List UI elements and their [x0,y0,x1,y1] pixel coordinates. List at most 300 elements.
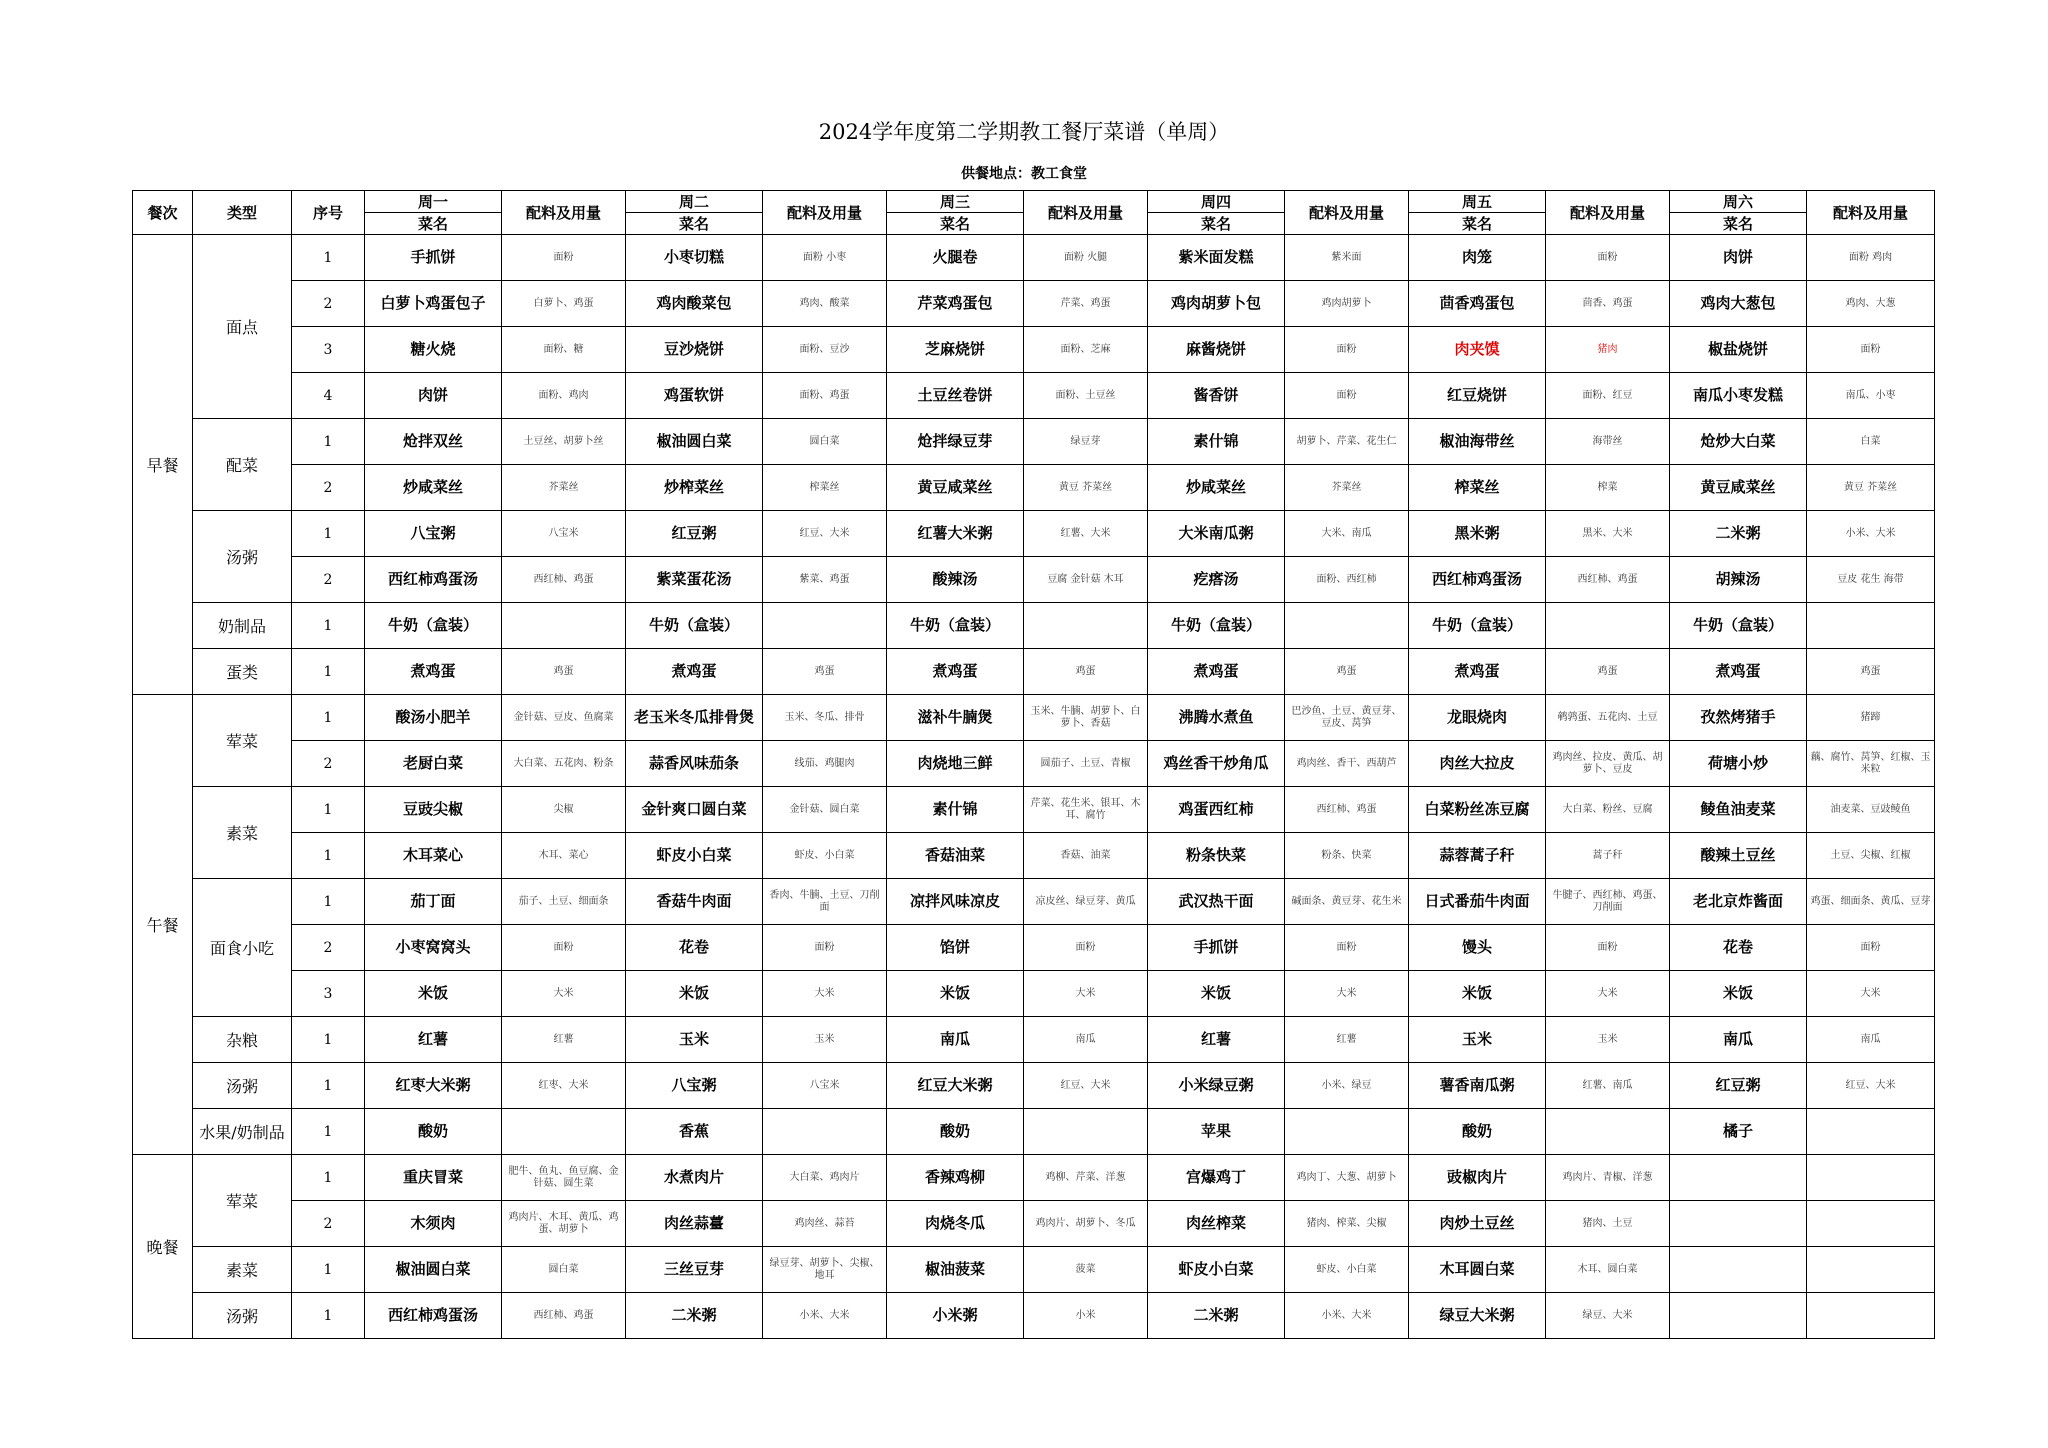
ingredient-cell: 蒿子秆 [1546,833,1670,879]
dish-cell: 肉炒土豆丝 [1409,1201,1546,1247]
dish-cell: 南瓜 [887,1017,1024,1063]
ingredient-cell: 芹菜、花生米、银耳、木耳、腐竹 [1024,787,1148,833]
type-cell: 杂粮 [193,1017,292,1063]
dish-cell: 木耳圆白菜 [1409,1247,1546,1293]
dish-cell: 孜然烤猪手 [1670,695,1807,741]
dish-cell: 八宝粥 [626,1063,763,1109]
dish-cell: 土豆丝卷饼 [887,373,1024,419]
dish-cell: 南瓜小枣发糕 [1670,373,1807,419]
seq-cell: 1 [292,1063,365,1109]
dish-cell: 鲮鱼油麦菜 [1670,787,1807,833]
table-row [133,925,1935,971]
menu-table [132,190,1935,1339]
dish-cell: 粉条快菜 [1148,833,1285,879]
ingredient-cell: 南瓜 [1807,1017,1935,1063]
table-row [133,741,1935,787]
ingredient-cell: 绿豆芽 [1024,419,1148,465]
ingredient-cell: 鸡肉胡萝卜 [1285,281,1409,327]
ingredient-cell: 黑米、大米 [1546,511,1670,557]
dish-cell: 水煮肉片 [626,1155,763,1201]
ingredient-cell: 八宝米 [763,1063,887,1109]
dish-cell: 鸡蛋软饼 [626,373,763,419]
ingredient-cell: 猪肉、土豆 [1546,1201,1670,1247]
ingredient-cell: 面粉 [1285,327,1409,373]
ingredient-cell: 面粉 [1546,925,1670,971]
dish-cell: 茴香鸡蛋包 [1409,281,1546,327]
seq-cell: 2 [292,465,365,511]
table-row [133,419,1935,465]
table-row [133,511,1935,557]
ingredient-cell: 鸡肉丝、蒜苔 [763,1201,887,1247]
seq-cell: 1 [292,649,365,695]
dish-cell: 肉饼 [1670,235,1807,281]
ingredient-cell: 肥牛、鱼丸、鱼豆腐、金针菇、圆生菜 [502,1155,626,1201]
ingredient-cell: 面粉 [763,925,887,971]
ingredient-cell: 鸡蛋 [1546,649,1670,695]
ingredient-cell: 玉米 [763,1017,887,1063]
header-dish: 菜名 [887,213,1024,235]
seq-cell: 1 [292,603,365,649]
ingredient-cell: 面粉、鸡蛋 [763,373,887,419]
ingredient-cell: 面粉 [1285,373,1409,419]
ingredient-cell: 碱面条、黄豆芽、花生米 [1285,879,1409,925]
dish-cell: 米饭 [626,971,763,1017]
dish-cell: 芝麻烧饼 [887,327,1024,373]
table-row [133,1247,1935,1293]
ingredient-cell: 香肉、牛腩、土豆、刀削面 [763,879,887,925]
header-dish: 菜名 [1670,213,1807,235]
dish-cell: 牛奶（盒装） [626,603,763,649]
ingredient-cell: 大米 [1807,971,1935,1017]
dish-cell: 牛奶（盒装） [1409,603,1546,649]
dish-cell: 金针爽口圆白菜 [626,787,763,833]
ingredient-cell: 土豆丝、胡萝卜丝 [502,419,626,465]
table-row [133,603,1935,649]
ingredient-cell: 大米 [763,971,887,1017]
dish-cell: 火腿卷 [887,235,1024,281]
table-row [133,787,1935,833]
dish-cell: 疙瘩汤 [1148,557,1285,603]
ingredient-cell: 鸡肉丁、大葱、胡萝卜 [1285,1155,1409,1201]
dish-cell: 橘子 [1670,1109,1807,1155]
dish-cell: 煮鸡蛋 [365,649,502,695]
seq-cell: 2 [292,557,365,603]
dish-cell: 玉米 [626,1017,763,1063]
dish-cell: 炒咸菜丝 [1148,465,1285,511]
table-row [133,281,1935,327]
type-cell: 面食小吃 [193,879,292,1017]
header-ingredient: 配料及用量 [502,191,626,235]
ingredient-cell: 鸡肉片、胡萝卜、冬瓜 [1024,1201,1148,1247]
dish-cell: 酸奶 [365,1109,502,1155]
page-title: 2024学年度第二学期教工餐厅菜谱（单周） [818,120,1230,144]
table-row [133,465,1935,511]
ingredient-cell: 红豆、大米 [1807,1063,1935,1109]
ingredient-cell: 小米 [1024,1293,1148,1339]
seq-cell: 2 [292,281,365,327]
ingredient-cell: 大白菜、粉丝、豆腐 [1546,787,1670,833]
dish-cell: 老厨白菜 [365,741,502,787]
type-cell: 荤菜 [193,695,292,787]
ingredient-cell: 榨菜 [1546,465,1670,511]
ingredient-cell: 大白菜、鸡肉片 [763,1155,887,1201]
ingredient-cell: 小米、大米 [1807,511,1935,557]
ingredient-cell: 西红柿、鸡蛋 [502,557,626,603]
dish-cell: 米饭 [1148,971,1285,1017]
type-cell: 汤粥 [193,511,292,603]
dish-cell: 绿豆大米粥 [1409,1293,1546,1339]
dish-cell: 沸腾水煮鱼 [1148,695,1285,741]
dish-cell: 牛奶（盒装） [1670,603,1807,649]
seq-cell: 1 [292,833,365,879]
ingredient-cell: 小米、绿豆 [1285,1063,1409,1109]
seq-cell: 1 [292,695,365,741]
dish-cell: 芹菜鸡蛋包 [887,281,1024,327]
seq-cell: 1 [292,879,365,925]
seq-cell: 1 [292,1293,365,1339]
ingredient-cell: 牛腱子、西红柿、鸡蛋、刀削面 [1546,879,1670,925]
ingredient-cell: 胡萝卜、芹菜、花生仁 [1285,419,1409,465]
dish-cell: 八宝粥 [365,511,502,557]
menu-body [133,235,1935,1339]
ingredient-cell: 凉皮丝、绿豆芽、黄瓜 [1024,879,1148,925]
dish-cell: 牛奶（盒装） [887,603,1024,649]
dish-cell: 炝炒大白菜 [1670,419,1807,465]
table-row [133,1109,1935,1155]
ingredient-cell: 南瓜 [1024,1017,1148,1063]
ingredient-cell: 红枣、大米 [502,1063,626,1109]
seq-cell: 4 [292,373,365,419]
ingredient-cell: 八宝米 [502,511,626,557]
ingredient-cell: 南瓜、小枣 [1807,373,1935,419]
dish-cell: 豉椒肉片 [1409,1155,1546,1201]
ingredient-cell: 尖椒 [502,787,626,833]
table-row [133,557,1935,603]
dish-cell: 肉烧地三鲜 [887,741,1024,787]
type-cell: 奶制品 [193,603,292,649]
dish-cell: 宫爆鸡丁 [1148,1155,1285,1201]
ingredient-cell: 绿豆、大米 [1546,1293,1670,1339]
ingredient-cell [763,1109,887,1155]
ingredient-cell: 猪肉 [1546,327,1670,373]
dish-cell: 红薯大米粥 [887,511,1024,557]
dish-cell: 重庆冒菜 [365,1155,502,1201]
dish-cell: 肉丝榨菜 [1148,1201,1285,1247]
seq-cell: 3 [292,971,365,1017]
ingredient-cell: 鸡肉片、木耳、黄瓜、鸡蛋、胡萝卜 [502,1201,626,1247]
ingredient-cell: 虾皮、小白菜 [1285,1247,1409,1293]
ingredient-cell: 红薯、南瓜 [1546,1063,1670,1109]
type-cell: 素菜 [193,787,292,879]
dish-cell: 荷塘小炒 [1670,741,1807,787]
dish-cell: 薯香南瓜粥 [1409,1063,1546,1109]
dish-cell: 牛奶（盒装） [365,603,502,649]
dish-cell: 香蕉 [626,1109,763,1155]
dish-cell: 虾皮小白菜 [626,833,763,879]
dish-cell: 苹果 [1148,1109,1285,1155]
ingredient-cell: 圆茄子、土豆、青椒 [1024,741,1148,787]
table-row [133,833,1935,879]
ingredient-cell: 红豆、大米 [763,511,887,557]
ingredient-cell: 鸡肉、大葱 [1807,281,1935,327]
dish-cell: 酸奶 [887,1109,1024,1155]
meal-cell: 午餐 [133,695,193,1155]
dish-cell: 黄豆咸菜丝 [887,465,1024,511]
ingredient-cell: 鸡蛋 [1024,649,1148,695]
dish-cell: 蒜香风味茄条 [626,741,763,787]
type-cell: 面点 [193,235,292,419]
seq-cell: 1 [292,1109,365,1155]
dish-cell: 花卷 [1670,925,1807,971]
ingredient-cell: 面粉 [1024,925,1148,971]
ingredient-cell: 圆白菜 [763,419,887,465]
type-cell: 配菜 [193,419,292,511]
dish-cell: 香辣鸡柳 [887,1155,1024,1201]
ingredient-cell [502,1109,626,1155]
dish-cell: 红豆大米粥 [887,1063,1024,1109]
ingredient-cell: 鸡柳、芹菜、洋葱 [1024,1155,1148,1201]
ingredient-cell: 玉米、牛腩、胡萝卜、白萝卜、香菇 [1024,695,1148,741]
dish-cell: 龙眼烧肉 [1409,695,1546,741]
ingredient-cell: 线茄、鸡腿肉 [763,741,887,787]
ingredient-cell: 黄豆 芥菜丝 [1024,465,1148,511]
dish-cell: 煮鸡蛋 [887,649,1024,695]
ingredient-cell: 香菇、油菜 [1024,833,1148,879]
dish-cell: 花卷 [626,925,763,971]
ingredient-cell: 豆皮 花生 海带 [1807,557,1935,603]
dish-cell: 木须肉 [365,1201,502,1247]
dish-cell: 鸡蛋西红柿 [1148,787,1285,833]
dish-cell: 大米南瓜粥 [1148,511,1285,557]
seq-cell: 1 [292,1155,365,1201]
table-row [133,1017,1935,1063]
header-day: 周二 [626,191,763,213]
ingredient-cell: 面粉、糖 [502,327,626,373]
ingredient-cell: 鸡肉丝、香干、西葫芦 [1285,741,1409,787]
ingredient-cell: 鸡肉片、青椒、洋葱 [1546,1155,1670,1201]
dish-cell: 炝拌双丝 [365,419,502,465]
ingredient-cell: 面粉 [1807,327,1935,373]
dish-cell: 小枣窝窝头 [365,925,502,971]
ingredient-cell: 大米 [1546,971,1670,1017]
dish-cell [1670,1293,1807,1339]
header-day: 周三 [887,191,1024,213]
header-ingredient: 配料及用量 [1024,191,1148,235]
ingredient-cell: 菠菜 [1024,1247,1148,1293]
ingredient-cell: 大米 [1285,971,1409,1017]
ingredient-cell: 鸡肉、酸菜 [763,281,887,327]
header-day: 周一 [365,191,502,213]
ingredient-cell: 芥菜丝 [1285,465,1409,511]
dish-cell: 鸡肉胡萝卜包 [1148,281,1285,327]
dish-cell: 酸汤小肥羊 [365,695,502,741]
dish-cell: 三丝豆芽 [626,1247,763,1293]
seq-cell: 2 [292,925,365,971]
dish-cell: 小米绿豆粥 [1148,1063,1285,1109]
dish-cell: 西红柿鸡蛋汤 [1409,557,1546,603]
ingredient-cell: 白菜 [1807,419,1935,465]
ingredient-cell: 西红柿、鸡蛋 [1285,787,1409,833]
seq-cell: 1 [292,787,365,833]
dish-cell: 玉米 [1409,1017,1546,1063]
dish-cell: 豆豉尖椒 [365,787,502,833]
header-ingredient: 配料及用量 [763,191,887,235]
ingredient-cell [502,603,626,649]
dish-cell: 肉丝蒜薹 [626,1201,763,1247]
ingredient-cell: 芹菜、鸡蛋 [1024,281,1148,327]
dish-cell: 煮鸡蛋 [626,649,763,695]
dish-cell [1670,1247,1807,1293]
dish-cell: 凉拌风味凉皮 [887,879,1024,925]
ingredient-cell: 木耳、菜心 [502,833,626,879]
dish-cell: 酸辣汤 [887,557,1024,603]
ingredient-cell: 茴香、鸡蛋 [1546,281,1670,327]
ingredient-cell: 面粉、豆沙 [763,327,887,373]
seq-cell: 2 [292,1201,365,1247]
ingredient-cell: 小米、大米 [1285,1293,1409,1339]
header-day: 周五 [1409,191,1546,213]
ingredient-cell: 玉米、冬瓜、排骨 [763,695,887,741]
dish-cell: 米饭 [365,971,502,1017]
dish-cell: 武汉热干面 [1148,879,1285,925]
dish-cell: 蒜蓉蒿子秆 [1409,833,1546,879]
ingredient-cell: 红豆、大米 [1024,1063,1148,1109]
dish-cell: 素什锦 [887,787,1024,833]
ingredient-cell [1807,1247,1935,1293]
ingredient-cell [1285,603,1409,649]
dish-cell: 红豆粥 [626,511,763,557]
table-row [133,1201,1935,1247]
dish-cell: 鸡丝香干炒角瓜 [1148,741,1285,787]
dish-cell: 南瓜 [1670,1017,1807,1063]
ingredient-cell: 鹌鹑蛋、五花肉、土豆 [1546,695,1670,741]
seq-cell: 3 [292,327,365,373]
type-cell: 素菜 [193,1247,292,1293]
dish-cell: 椒油菠菜 [887,1247,1024,1293]
ingredient-cell: 面粉 [1807,925,1935,971]
table-row [133,1293,1935,1339]
ingredient-cell: 金针菇、圆白菜 [763,787,887,833]
ingredient-cell: 油麦菜、豆豉鲮鱼 [1807,787,1935,833]
ingredient-cell: 芥菜丝 [502,465,626,511]
dish-cell: 日式番茄牛肉面 [1409,879,1546,925]
dish-cell: 老玉米冬瓜排骨煲 [626,695,763,741]
dish-cell: 榨菜丝 [1409,465,1546,511]
dish-cell: 麻酱烧饼 [1148,327,1285,373]
dish-cell: 煮鸡蛋 [1670,649,1807,695]
table-row [133,649,1935,695]
ingredient-cell: 红薯 [1285,1017,1409,1063]
ingredient-cell: 紫菜、鸡蛋 [763,557,887,603]
ingredient-cell: 面粉 鸡肉 [1807,235,1935,281]
ingredient-cell: 虾皮、小白菜 [763,833,887,879]
ingredient-cell: 面粉 火腿 [1024,235,1148,281]
dish-cell: 鸡肉大葱包 [1670,281,1807,327]
dish-cell: 炒榨菜丝 [626,465,763,511]
seq-cell: 1 [292,235,365,281]
ingredient-cell [1024,1109,1148,1155]
ingredient-cell: 面粉 [502,235,626,281]
ingredient-cell: 面粉、西红柿 [1285,557,1409,603]
ingredient-cell: 猪肉、榨菜、尖椒 [1285,1201,1409,1247]
ingredient-cell: 红薯 [502,1017,626,1063]
dish-cell: 黑米粥 [1409,511,1546,557]
ingredient-cell: 面粉 [1546,235,1670,281]
ingredient-cell [1807,1293,1935,1339]
table-row [133,373,1935,419]
table-row [133,695,1935,741]
ingredient-cell: 白萝卜、鸡蛋 [502,281,626,327]
dish-cell: 老北京炸酱面 [1670,879,1807,925]
dish-cell: 紫米面发糕 [1148,235,1285,281]
ingredient-cell: 金针菇、豆皮、鱼腐菜 [502,695,626,741]
ingredient-cell [1546,1109,1670,1155]
dish-cell: 鸡肉酸菜包 [626,281,763,327]
ingredient-cell [1285,1109,1409,1155]
dish-cell: 炝拌绿豆芽 [887,419,1024,465]
type-cell: 汤粥 [193,1293,292,1339]
dish-cell: 小枣切糕 [626,235,763,281]
dish-cell: 香菇牛肉面 [626,879,763,925]
ingredient-cell: 鸡蛋、细面条、黄瓜、豆芽 [1807,879,1935,925]
menu-header [133,191,1935,235]
type-cell: 荤菜 [193,1155,292,1247]
dish-cell: 胡辣汤 [1670,557,1807,603]
dish-cell: 煮鸡蛋 [1409,649,1546,695]
table-row [133,235,1935,281]
ingredient-cell: 大米 [1024,971,1148,1017]
dish-cell: 肉笼 [1409,235,1546,281]
ingredient-cell: 土豆、尖椒、红椒 [1807,833,1935,879]
seq-cell: 1 [292,419,365,465]
header-ingredient: 配料及用量 [1546,191,1670,235]
ingredient-cell [1807,1155,1935,1201]
table-row [133,1063,1935,1109]
ingredient-cell: 玉米 [1546,1017,1670,1063]
dish-cell: 豆沙烧饼 [626,327,763,373]
ingredient-cell: 茄子、土豆、细面条 [502,879,626,925]
dish-cell: 椒油圆白菜 [365,1247,502,1293]
dish-cell: 手抓饼 [1148,925,1285,971]
dish-cell: 木耳菜心 [365,833,502,879]
ingredient-cell: 西红柿、鸡蛋 [1546,557,1670,603]
dish-cell: 米饭 [1670,971,1807,1017]
ingredient-cell: 圆白菜 [502,1247,626,1293]
ingredient-cell: 鸡蛋 [1807,649,1935,695]
dish-cell: 米饭 [887,971,1024,1017]
dish-cell: 西红柿鸡蛋汤 [365,557,502,603]
ingredient-cell: 鸡蛋 [1285,649,1409,695]
ingredient-cell [1546,603,1670,649]
type-cell: 水果/奶制品 [193,1109,292,1155]
header-type: 类型 [193,191,292,235]
dish-cell: 滋补牛腩煲 [887,695,1024,741]
dish-cell: 酸奶 [1409,1109,1546,1155]
ingredient-cell [763,603,887,649]
dish-cell: 椒油海带丝 [1409,419,1546,465]
ingredient-cell: 红薯、大米 [1024,511,1148,557]
dish-cell: 红枣大米粥 [365,1063,502,1109]
ingredient-cell: 西红柿、鸡蛋 [502,1293,626,1339]
ingredient-cell: 豆腐 金针菇 木耳 [1024,557,1148,603]
dish-cell: 红豆烧饼 [1409,373,1546,419]
dish-cell: 牛奶（盒装） [1148,603,1285,649]
ingredient-cell: 鸡蛋 [502,649,626,695]
ingredient-cell: 面粉、红豆 [1546,373,1670,419]
dish-cell: 白菜粉丝冻豆腐 [1409,787,1546,833]
header-dish: 菜名 [626,213,763,235]
dish-cell: 炒咸菜丝 [365,465,502,511]
